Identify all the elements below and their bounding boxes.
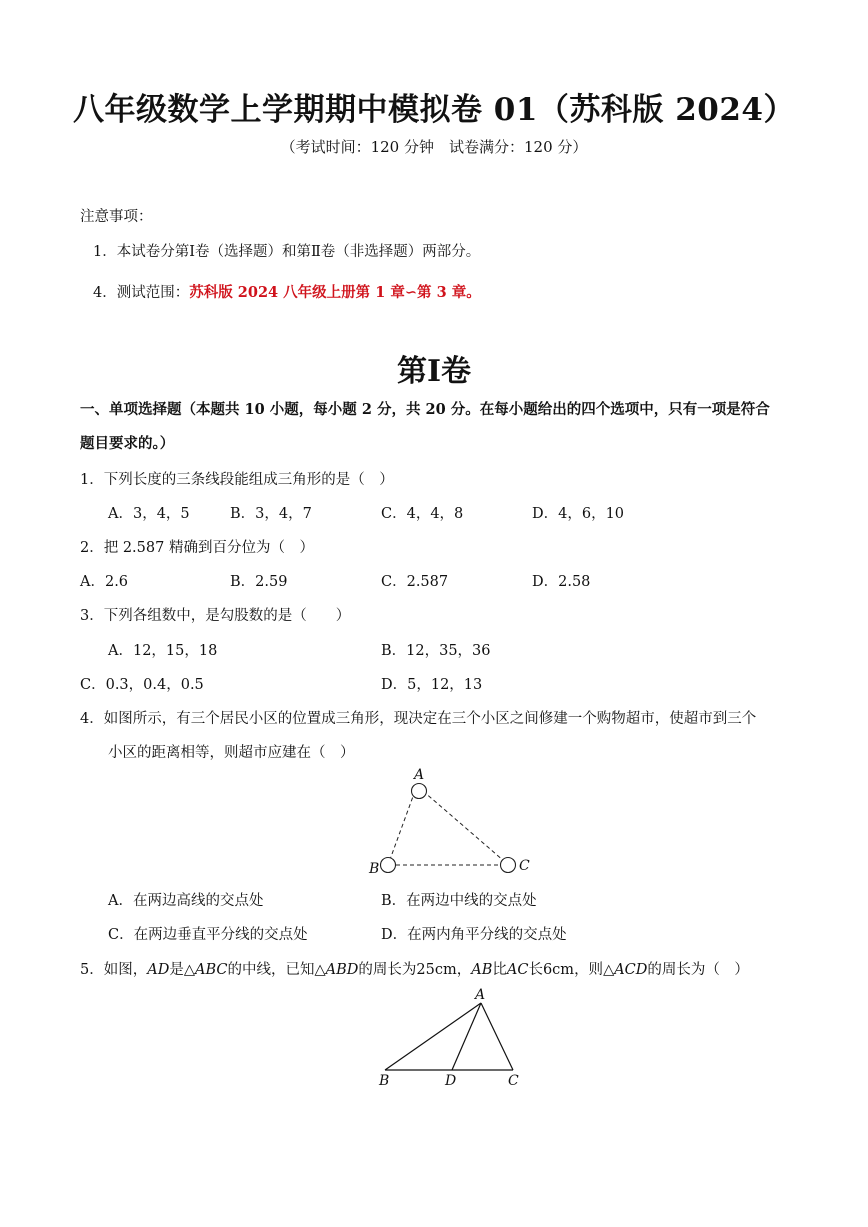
q5-label-a: A <box>475 987 486 1003</box>
test-scope: 苏科版 2024 八年级上册第 1 章∽第 3 章。 <box>189 284 481 301</box>
q2-stem: 2．把 2.587 精确到百分位为（ ） <box>80 540 314 556</box>
q5-math-difference: 6cm <box>542 962 575 978</box>
q5-text: 5．如图， <box>80 962 148 978</box>
section-instructions-line1: 一、单项选择题（本题共 10 小题，每小题 2 分，共 20 分。在每小题给出的四个选项中，只有一项是符合 <box>80 401 770 418</box>
page-title: 八年级数学上学期期中模拟卷 01（苏科版 2024） <box>72 92 795 128</box>
q1-option-b: B．3，4，7 <box>230 506 312 522</box>
q2-option-a: A．2.6 <box>80 574 129 590</box>
section-instructions-line2: 题目要求的。） <box>80 435 175 452</box>
q4-option-d: D．在两内角平分线的交点处 <box>381 927 567 943</box>
q4-vertex-b-circle <box>381 858 396 873</box>
q5-label-c: C <box>508 1073 519 1089</box>
q2-option-d: D．2.58 <box>532 574 591 590</box>
notes-heading: 注意事项： <box>80 209 153 225</box>
q1-option-a: A．3，4，5 <box>108 506 190 522</box>
q2-option-b: B．2.59 <box>230 574 288 590</box>
q1-option-c: C．4，4，8 <box>381 506 464 522</box>
q5-segment-ac <box>481 1003 513 1070</box>
q5-math-ad: AD <box>147 962 170 978</box>
q5-text: 的周长为 <box>358 962 417 978</box>
note-item-1: 1．本试卷分第Ⅰ卷（选择题）和第Ⅱ卷（非选择题）两部分。 <box>93 244 481 260</box>
exam-info: （考试时间：120 分钟 试卷满分：120 分） <box>280 138 588 156</box>
q3-stem: 3．下列各组数中，是勾股数的是（ ） <box>80 608 351 624</box>
q1-stem: 1．下列长度的三条线段能组成三角形的是（ ） <box>80 472 394 488</box>
q1-option-d: D．4，6，10 <box>532 506 625 522</box>
q2-option-c: C．2.587 <box>381 574 449 590</box>
q5-math-triangle-acd: △ACD <box>603 962 648 978</box>
q4-label-a: A <box>414 767 425 783</box>
q5-text: ，则 <box>574 962 604 978</box>
note-item-4 <box>93 281 481 302</box>
q5-triangle-figure <box>370 985 530 1090</box>
q5-text: 的中线，已知 <box>227 962 315 978</box>
q4-vertex-a-circle <box>412 784 427 799</box>
q5-text: 是 <box>169 962 184 978</box>
q4-label-c: C <box>519 858 530 874</box>
q5-label-b: B <box>379 1073 390 1089</box>
section-title: 第Ⅰ卷 <box>396 354 472 389</box>
q4-option-c: C．在两边垂直平分线的交点处 <box>108 927 308 943</box>
q5-stem <box>80 958 749 979</box>
q4-option-a: A．在两边高线的交点处 <box>108 893 264 909</box>
q5-math-perimeter: 25cm <box>416 962 457 978</box>
q4-label-b: B <box>369 861 380 877</box>
q4-stem-line2: 小区的距离相等，则超市应建在（ ） <box>108 745 355 761</box>
q5-math-triangle-abc: △ABC <box>183 962 228 978</box>
q5-math-ab: AB <box>471 962 493 978</box>
q5-text: 的周长为（ ） <box>647 962 749 978</box>
q3-option-b: B．12，35，36 <box>381 643 491 659</box>
note-item-4-prefix: 4．测试范围： <box>93 285 190 301</box>
q4-triangle-figure <box>360 765 540 880</box>
q5-label-d: D <box>445 1073 457 1089</box>
q4-edge-ac <box>423 791 504 861</box>
q5-text: 比 <box>492 962 507 978</box>
q3-option-c: C．0.3，0.4，0.5 <box>80 677 204 693</box>
q4-option-b: B．在两边中线的交点处 <box>381 893 537 909</box>
q3-option-a: A．12，15，18 <box>108 643 218 659</box>
q5-text: ， <box>456 962 472 978</box>
q5-math-ac: AC <box>506 962 529 978</box>
q3-option-d: D．5，12，13 <box>381 677 483 693</box>
q4-edge-ab <box>388 791 415 865</box>
q5-text: 长 <box>528 962 543 978</box>
q4-stem-line1: 4．如图所示，有三个居民小区的位置成三角形，现决定在三个小区之间修建一个购物超市，使超市到三个 <box>80 711 757 727</box>
q5-math-triangle-abd: △ABD <box>314 962 359 978</box>
q4-vertex-c-circle <box>501 858 516 873</box>
